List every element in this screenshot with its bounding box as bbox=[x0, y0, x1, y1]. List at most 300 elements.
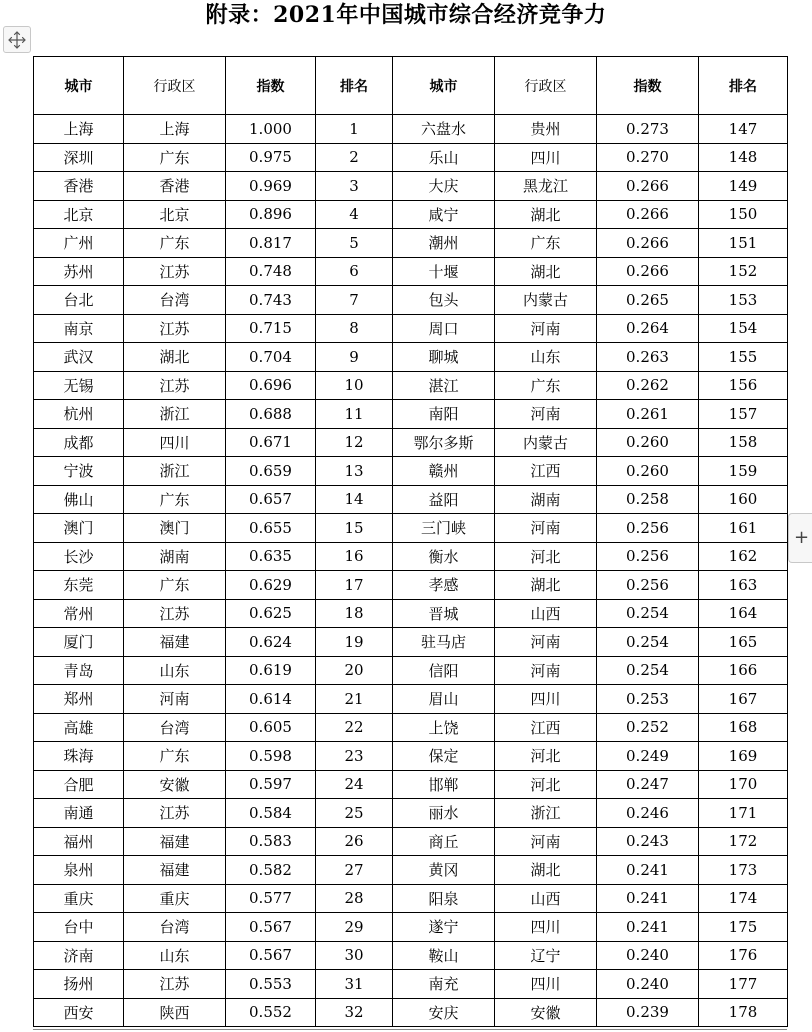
table-row bbox=[34, 257, 788, 286]
cell-city: 苏州 bbox=[34, 257, 124, 286]
cell-index: 0.254 bbox=[597, 599, 699, 628]
table-row bbox=[34, 856, 788, 885]
cell-index: 0.614 bbox=[226, 685, 316, 714]
cell-rank: 30 bbox=[316, 941, 393, 970]
cell-region: 山西 bbox=[495, 884, 597, 913]
cell-rank: 23 bbox=[316, 742, 393, 771]
cell-city: 澳门 bbox=[34, 514, 124, 543]
table-row bbox=[34, 428, 788, 457]
cell-index: 0.671 bbox=[226, 428, 316, 457]
cell-rank: 158 bbox=[699, 428, 788, 457]
table-row bbox=[34, 998, 788, 1027]
cell-city: 高雄 bbox=[34, 713, 124, 742]
cell-city: 南阳 bbox=[393, 400, 495, 429]
cell-city: 衡水 bbox=[393, 542, 495, 571]
document-title: 附录：2021年中国城市综合经济竞争力 bbox=[205, 2, 607, 28]
cell-city: 泉州 bbox=[34, 856, 124, 885]
header-index: 指数 bbox=[597, 57, 699, 115]
cell-region: 四川 bbox=[495, 970, 597, 999]
table-row bbox=[34, 514, 788, 543]
cell-rank: 177 bbox=[699, 970, 788, 999]
cell-rank: 162 bbox=[699, 542, 788, 571]
table-row bbox=[34, 115, 788, 144]
table-row bbox=[34, 913, 788, 942]
cell-index: 0.567 bbox=[226, 913, 316, 942]
cell-city: 保定 bbox=[393, 742, 495, 771]
cell-rank: 24 bbox=[316, 770, 393, 799]
table-row bbox=[34, 770, 788, 799]
cell-region: 江苏 bbox=[124, 257, 226, 286]
cell-region: 四川 bbox=[495, 143, 597, 172]
cell-region: 江西 bbox=[495, 713, 597, 742]
cell-region: 安徽 bbox=[124, 770, 226, 799]
table-row bbox=[34, 229, 788, 258]
cell-region: 河南 bbox=[495, 514, 597, 543]
cell-rank: 10 bbox=[316, 371, 393, 400]
cell-index: 0.715 bbox=[226, 314, 316, 343]
cell-region: 浙江 bbox=[495, 799, 597, 828]
cell-city: 乐山 bbox=[393, 143, 495, 172]
cell-index: 0.625 bbox=[226, 599, 316, 628]
cell-city: 上饶 bbox=[393, 713, 495, 742]
cell-rank: 154 bbox=[699, 314, 788, 343]
cell-rank: 165 bbox=[699, 628, 788, 657]
cell-rank: 14 bbox=[316, 485, 393, 514]
cell-index: 0.260 bbox=[597, 428, 699, 457]
cell-rank: 151 bbox=[699, 229, 788, 258]
cell-rank: 20 bbox=[316, 656, 393, 685]
cell-city: 北京 bbox=[34, 200, 124, 229]
cell-city: 三门峡 bbox=[393, 514, 495, 543]
table-row bbox=[34, 599, 788, 628]
cell-city: 阳泉 bbox=[393, 884, 495, 913]
cell-index: 0.253 bbox=[597, 685, 699, 714]
header-index: 指数 bbox=[226, 57, 316, 115]
cell-index: 0.896 bbox=[226, 200, 316, 229]
cell-index: 0.266 bbox=[597, 229, 699, 258]
cell-rank: 12 bbox=[316, 428, 393, 457]
cell-region: 江西 bbox=[495, 457, 597, 486]
table-row bbox=[34, 143, 788, 172]
cell-region: 江苏 bbox=[124, 314, 226, 343]
cell-rank: 26 bbox=[316, 827, 393, 856]
cell-rank: 27 bbox=[316, 856, 393, 885]
cell-region: 四川 bbox=[124, 428, 226, 457]
table-row bbox=[34, 571, 788, 600]
cell-region: 广东 bbox=[124, 229, 226, 258]
cell-rank: 32 bbox=[316, 998, 393, 1027]
cell-city: 鞍山 bbox=[393, 941, 495, 970]
cell-city: 长沙 bbox=[34, 542, 124, 571]
cell-city: 厦门 bbox=[34, 628, 124, 657]
cell-region: 广东 bbox=[495, 229, 597, 258]
table-bottom-border bbox=[33, 1029, 787, 1030]
cell-index: 0.263 bbox=[597, 343, 699, 372]
table-row bbox=[34, 343, 788, 372]
cell-index: 0.597 bbox=[226, 770, 316, 799]
cell-region: 河北 bbox=[495, 770, 597, 799]
cell-city: 孝感 bbox=[393, 571, 495, 600]
cell-index: 0.266 bbox=[597, 257, 699, 286]
cell-index: 0.265 bbox=[597, 286, 699, 315]
cell-rank: 21 bbox=[316, 685, 393, 714]
cell-city: 信阳 bbox=[393, 656, 495, 685]
cell-index: 0.261 bbox=[597, 400, 699, 429]
cell-region: 四川 bbox=[495, 685, 597, 714]
table-body bbox=[34, 115, 788, 1027]
header-city: 城市 bbox=[393, 57, 495, 115]
table-row bbox=[34, 371, 788, 400]
cell-region: 重庆 bbox=[124, 884, 226, 913]
plus-icon: + bbox=[793, 527, 810, 548]
cell-city: 宁波 bbox=[34, 457, 124, 486]
cell-region: 台湾 bbox=[124, 713, 226, 742]
cell-rank: 18 bbox=[316, 599, 393, 628]
cell-city: 广州 bbox=[34, 229, 124, 258]
cell-city: 济南 bbox=[34, 941, 124, 970]
cell-index: 0.241 bbox=[597, 884, 699, 913]
table-move-handle[interactable] bbox=[3, 26, 31, 53]
cell-index: 0.254 bbox=[597, 656, 699, 685]
cell-city: 南京 bbox=[34, 314, 124, 343]
cell-rank: 31 bbox=[316, 970, 393, 999]
cell-city: 邯郸 bbox=[393, 770, 495, 799]
cell-rank: 17 bbox=[316, 571, 393, 600]
cell-city: 驻马店 bbox=[393, 628, 495, 657]
cell-index: 0.657 bbox=[226, 485, 316, 514]
cell-city: 黄冈 bbox=[393, 856, 495, 885]
cell-rank: 11 bbox=[316, 400, 393, 429]
table-row bbox=[34, 713, 788, 742]
cell-city: 安庆 bbox=[393, 998, 495, 1027]
cell-city: 上海 bbox=[34, 115, 124, 144]
cell-region: 河北 bbox=[495, 542, 597, 571]
cell-region: 浙江 bbox=[124, 457, 226, 486]
cell-region: 河南 bbox=[495, 656, 597, 685]
cell-region: 浙江 bbox=[124, 400, 226, 429]
cell-region: 河南 bbox=[495, 314, 597, 343]
cell-rank: 8 bbox=[316, 314, 393, 343]
table-row bbox=[34, 542, 788, 571]
cell-rank: 4 bbox=[316, 200, 393, 229]
cell-rank: 172 bbox=[699, 827, 788, 856]
competitiveness-table bbox=[33, 56, 788, 1027]
cell-city: 重庆 bbox=[34, 884, 124, 913]
cell-rank: 150 bbox=[699, 200, 788, 229]
cell-region: 福建 bbox=[124, 628, 226, 657]
table-row bbox=[34, 970, 788, 999]
cell-region: 内蒙古 bbox=[495, 286, 597, 315]
table-row bbox=[34, 286, 788, 315]
cell-index: 0.584 bbox=[226, 799, 316, 828]
cell-region: 山东 bbox=[495, 343, 597, 372]
cell-rank: 167 bbox=[699, 685, 788, 714]
cell-rank: 166 bbox=[699, 656, 788, 685]
cell-city: 聊城 bbox=[393, 343, 495, 372]
cell-city: 台北 bbox=[34, 286, 124, 315]
cell-rank: 164 bbox=[699, 599, 788, 628]
cell-city: 六盘水 bbox=[393, 115, 495, 144]
table-row bbox=[34, 884, 788, 913]
cell-region: 江苏 bbox=[124, 599, 226, 628]
cell-index: 0.247 bbox=[597, 770, 699, 799]
cell-rank: 153 bbox=[699, 286, 788, 315]
move-arrows-icon bbox=[7, 30, 27, 50]
cell-rank: 1 bbox=[316, 115, 393, 144]
cell-index: 0.567 bbox=[226, 941, 316, 970]
cell-rank: 9 bbox=[316, 343, 393, 372]
cell-rank: 13 bbox=[316, 457, 393, 486]
cell-index: 0.260 bbox=[597, 457, 699, 486]
cell-city: 南通 bbox=[34, 799, 124, 828]
cell-index: 0.583 bbox=[226, 827, 316, 856]
cell-region: 台湾 bbox=[124, 286, 226, 315]
cell-city: 遂宁 bbox=[393, 913, 495, 942]
table-row bbox=[34, 742, 788, 771]
cell-region: 江苏 bbox=[124, 970, 226, 999]
cell-index: 0.629 bbox=[226, 571, 316, 600]
cell-city: 东莞 bbox=[34, 571, 124, 600]
cell-region: 福建 bbox=[124, 856, 226, 885]
cell-index: 0.655 bbox=[226, 514, 316, 543]
cell-rank: 171 bbox=[699, 799, 788, 828]
cell-city: 常州 bbox=[34, 599, 124, 628]
cell-city: 晋城 bbox=[393, 599, 495, 628]
cell-rank: 22 bbox=[316, 713, 393, 742]
cell-rank: 149 bbox=[699, 172, 788, 201]
cell-region: 福建 bbox=[124, 827, 226, 856]
cell-rank: 29 bbox=[316, 913, 393, 942]
cell-rank: 5 bbox=[316, 229, 393, 258]
cell-region: 河南 bbox=[495, 400, 597, 429]
cell-rank: 178 bbox=[699, 998, 788, 1027]
cell-region: 广东 bbox=[124, 143, 226, 172]
cell-city: 无锡 bbox=[34, 371, 124, 400]
cell-rank: 170 bbox=[699, 770, 788, 799]
cell-region: 山东 bbox=[124, 656, 226, 685]
cell-index: 0.553 bbox=[226, 970, 316, 999]
cell-rank: 176 bbox=[699, 941, 788, 970]
cell-region: 澳门 bbox=[124, 514, 226, 543]
table-row bbox=[34, 172, 788, 201]
cell-rank: 159 bbox=[699, 457, 788, 486]
cell-city: 香港 bbox=[34, 172, 124, 201]
cell-index: 0.552 bbox=[226, 998, 316, 1027]
cell-region: 贵州 bbox=[495, 115, 597, 144]
cell-rank: 155 bbox=[699, 343, 788, 372]
cell-index: 0.577 bbox=[226, 884, 316, 913]
cell-city: 台中 bbox=[34, 913, 124, 942]
cell-index: 0.264 bbox=[597, 314, 699, 343]
cell-city: 十堰 bbox=[393, 257, 495, 286]
cell-region: 河南 bbox=[495, 827, 597, 856]
cell-city: 深圳 bbox=[34, 143, 124, 172]
cell-index: 0.748 bbox=[226, 257, 316, 286]
cell-index: 0.256 bbox=[597, 514, 699, 543]
cell-region: 湖北 bbox=[495, 257, 597, 286]
cell-index: 0.258 bbox=[597, 485, 699, 514]
cell-city: 西安 bbox=[34, 998, 124, 1027]
cell-city: 丽水 bbox=[393, 799, 495, 828]
header-region: 行政区 bbox=[124, 57, 226, 115]
table-row bbox=[34, 400, 788, 429]
cell-index: 0.704 bbox=[226, 343, 316, 372]
cell-region: 湖北 bbox=[495, 200, 597, 229]
cell-region: 山东 bbox=[124, 941, 226, 970]
table-row bbox=[34, 827, 788, 856]
cell-index: 0.241 bbox=[597, 913, 699, 942]
cell-rank: 6 bbox=[316, 257, 393, 286]
cell-city: 商丘 bbox=[393, 827, 495, 856]
cell-city: 鄂尔多斯 bbox=[393, 428, 495, 457]
cell-index: 0.619 bbox=[226, 656, 316, 685]
cell-city: 珠海 bbox=[34, 742, 124, 771]
table-row bbox=[34, 628, 788, 657]
cell-rank: 152 bbox=[699, 257, 788, 286]
cell-city: 扬州 bbox=[34, 970, 124, 999]
table-header-row bbox=[34, 57, 788, 115]
cell-rank: 175 bbox=[699, 913, 788, 942]
cell-rank: 16 bbox=[316, 542, 393, 571]
cell-city: 包头 bbox=[393, 286, 495, 315]
cell-region: 湖北 bbox=[495, 571, 597, 600]
cell-region: 湖南 bbox=[124, 542, 226, 571]
cell-rank: 25 bbox=[316, 799, 393, 828]
cell-index: 0.256 bbox=[597, 542, 699, 571]
cell-region: 河北 bbox=[495, 742, 597, 771]
cell-rank: 156 bbox=[699, 371, 788, 400]
cell-index: 0.246 bbox=[597, 799, 699, 828]
cell-region: 山西 bbox=[495, 599, 597, 628]
cell-index: 0.696 bbox=[226, 371, 316, 400]
cell-index: 0.582 bbox=[226, 856, 316, 885]
header-city: 城市 bbox=[34, 57, 124, 115]
cell-city: 佛山 bbox=[34, 485, 124, 514]
cell-city: 郑州 bbox=[34, 685, 124, 714]
cell-region: 四川 bbox=[495, 913, 597, 942]
cell-region: 河南 bbox=[495, 628, 597, 657]
cell-index: 0.598 bbox=[226, 742, 316, 771]
cell-rank: 28 bbox=[316, 884, 393, 913]
header-region: 行政区 bbox=[495, 57, 597, 115]
cell-index: 0.252 bbox=[597, 713, 699, 742]
cell-index: 0.249 bbox=[597, 742, 699, 771]
cell-index: 0.266 bbox=[597, 200, 699, 229]
cell-city: 咸宁 bbox=[393, 200, 495, 229]
cell-index: 1.000 bbox=[226, 115, 316, 144]
cell-index: 0.624 bbox=[226, 628, 316, 657]
cell-region: 广东 bbox=[495, 371, 597, 400]
cell-city: 青岛 bbox=[34, 656, 124, 685]
table-row bbox=[34, 656, 788, 685]
cell-rank: 168 bbox=[699, 713, 788, 742]
cell-index: 0.262 bbox=[597, 371, 699, 400]
cell-city: 成都 bbox=[34, 428, 124, 457]
cell-region: 陕西 bbox=[124, 998, 226, 1027]
cell-region: 北京 bbox=[124, 200, 226, 229]
cell-region: 湖北 bbox=[124, 343, 226, 372]
cell-region: 上海 bbox=[124, 115, 226, 144]
table-row bbox=[34, 485, 788, 514]
cell-rank: 7 bbox=[316, 286, 393, 315]
cell-region: 内蒙古 bbox=[495, 428, 597, 457]
cell-region: 江苏 bbox=[124, 799, 226, 828]
cell-rank: 161 bbox=[699, 514, 788, 543]
cell-region: 广东 bbox=[124, 571, 226, 600]
cell-city: 周口 bbox=[393, 314, 495, 343]
cell-region: 河南 bbox=[124, 685, 226, 714]
cell-rank: 15 bbox=[316, 514, 393, 543]
cell-index: 0.239 bbox=[597, 998, 699, 1027]
table-row bbox=[34, 799, 788, 828]
cell-region: 江苏 bbox=[124, 371, 226, 400]
cell-city: 湛江 bbox=[393, 371, 495, 400]
cell-rank: 2 bbox=[316, 143, 393, 172]
cell-index: 0.659 bbox=[226, 457, 316, 486]
table-row bbox=[34, 200, 788, 229]
cell-rank: 173 bbox=[699, 856, 788, 885]
cell-region: 湖北 bbox=[495, 856, 597, 885]
cell-city: 武汉 bbox=[34, 343, 124, 372]
cell-index: 0.240 bbox=[597, 970, 699, 999]
cell-city: 福州 bbox=[34, 827, 124, 856]
cell-region: 广东 bbox=[124, 742, 226, 771]
cell-rank: 147 bbox=[699, 115, 788, 144]
cell-region: 广东 bbox=[124, 485, 226, 514]
cell-city: 合肥 bbox=[34, 770, 124, 799]
cell-index: 0.273 bbox=[597, 115, 699, 144]
header-rank: 排名 bbox=[316, 57, 393, 115]
cell-rank: 157 bbox=[699, 400, 788, 429]
cell-rank: 174 bbox=[699, 884, 788, 913]
cell-index: 0.256 bbox=[597, 571, 699, 600]
cell-rank: 19 bbox=[316, 628, 393, 657]
cell-index: 0.975 bbox=[226, 143, 316, 172]
table-row bbox=[34, 314, 788, 343]
cell-region: 辽宁 bbox=[495, 941, 597, 970]
add-column-handle[interactable] bbox=[788, 513, 812, 563]
cell-index: 0.743 bbox=[226, 286, 316, 315]
header-rank: 排名 bbox=[699, 57, 788, 115]
table-row bbox=[34, 941, 788, 970]
cell-region: 黑龙江 bbox=[495, 172, 597, 201]
table-row bbox=[34, 457, 788, 486]
cell-index: 0.635 bbox=[226, 542, 316, 571]
cell-index: 0.688 bbox=[226, 400, 316, 429]
cell-index: 0.241 bbox=[597, 856, 699, 885]
cell-index: 0.243 bbox=[597, 827, 699, 856]
cell-region: 湖南 bbox=[495, 485, 597, 514]
cell-city: 南充 bbox=[393, 970, 495, 999]
cell-index: 0.817 bbox=[226, 229, 316, 258]
table-row bbox=[34, 685, 788, 714]
cell-rank: 160 bbox=[699, 485, 788, 514]
cell-region: 安徽 bbox=[495, 998, 597, 1027]
cell-rank: 3 bbox=[316, 172, 393, 201]
cell-index: 0.240 bbox=[597, 941, 699, 970]
cell-index: 0.266 bbox=[597, 172, 699, 201]
cell-rank: 148 bbox=[699, 143, 788, 172]
cell-rank: 169 bbox=[699, 742, 788, 771]
cell-region: 香港 bbox=[124, 172, 226, 201]
cell-rank: 163 bbox=[699, 571, 788, 600]
cell-index: 0.270 bbox=[597, 143, 699, 172]
cell-index: 0.969 bbox=[226, 172, 316, 201]
cell-index: 0.254 bbox=[597, 628, 699, 657]
cell-city: 大庆 bbox=[393, 172, 495, 201]
cell-city: 赣州 bbox=[393, 457, 495, 486]
cell-city: 杭州 bbox=[34, 400, 124, 429]
